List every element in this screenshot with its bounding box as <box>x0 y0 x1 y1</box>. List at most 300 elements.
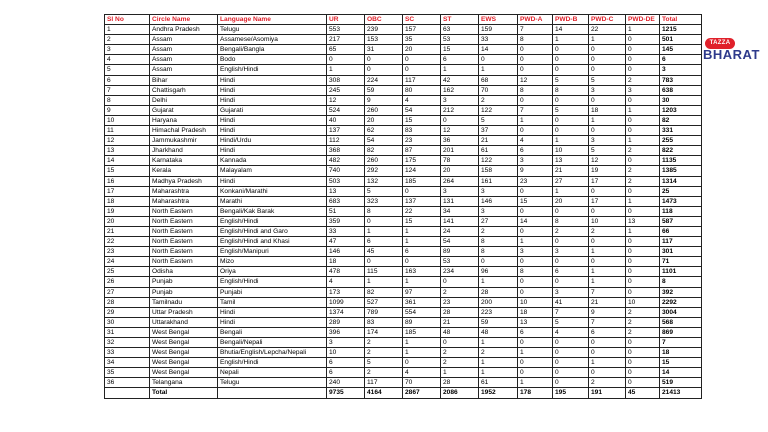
table-cell: 36 <box>441 136 479 146</box>
table-cell: 0 <box>626 55 660 65</box>
table-row <box>105 65 702 75</box>
table-cell: 59 <box>365 85 403 95</box>
table-cell: 14 <box>660 368 702 378</box>
table-cell: Oriya <box>218 267 327 277</box>
table-cell: 5 <box>553 75 589 85</box>
table-cell: 12 <box>518 75 553 85</box>
table-cell: Madhya Pradesh <box>150 176 218 186</box>
table-cell: 96 <box>479 267 518 277</box>
table-cell: 217 <box>327 35 365 45</box>
table-cell: 23 <box>518 176 553 186</box>
table-cell: 2 <box>626 327 660 337</box>
table-row <box>105 166 702 176</box>
table-cell: 1473 <box>660 196 702 206</box>
table-cell: 26 <box>105 277 150 287</box>
table-cell: 0 <box>553 378 589 388</box>
table-cell: 1 <box>518 237 553 247</box>
table-cell: 7 <box>105 85 150 95</box>
table-cell: 24 <box>441 226 479 236</box>
table-cell: 15 <box>441 45 479 55</box>
table-cell: 527 <box>365 297 403 307</box>
table-cell: Odisha <box>150 267 218 277</box>
table-cell: 0 <box>626 257 660 267</box>
table-cell: 8 <box>479 247 518 257</box>
table-cell: 0 <box>518 95 553 105</box>
table-cell: English/Hindi and Khasi <box>218 237 327 247</box>
table-cell: Tamil <box>218 297 327 307</box>
table-cell: 0 <box>589 348 626 358</box>
table-cell: 1 <box>553 136 589 146</box>
table-row <box>105 85 702 95</box>
column-header: PWD-A <box>518 15 553 25</box>
table-cell: 30 <box>660 95 702 105</box>
table-cell: 161 <box>479 176 518 186</box>
table-cell: Nepali <box>218 368 327 378</box>
table-cell: 323 <box>365 196 403 206</box>
table-cell: 45 <box>365 247 403 257</box>
table-cell: 0 <box>553 358 589 368</box>
table-cell: 61 <box>479 378 518 388</box>
table-cell: 0 <box>553 45 589 55</box>
table-cell: 8 <box>105 95 150 105</box>
table-row <box>105 206 702 216</box>
table-cell: 8 <box>518 35 553 45</box>
column-header: PWD-C <box>589 15 626 25</box>
table-cell: Assam <box>150 55 218 65</box>
table-cell: 153 <box>365 35 403 45</box>
table-cell: 0 <box>626 35 660 45</box>
table-cell: 71 <box>660 257 702 267</box>
table-cell: 0 <box>553 126 589 136</box>
table-cell: 117 <box>660 237 702 247</box>
table-cell: 25 <box>105 267 150 277</box>
table-cell: 2 <box>105 35 150 45</box>
table-cell: 0 <box>626 115 660 125</box>
table-cell: 13 <box>518 317 553 327</box>
table-cell: 0 <box>403 55 441 65</box>
table-cell: Bihar <box>150 75 218 85</box>
table-cell: West Bengal <box>150 368 218 378</box>
table-cell: 115 <box>365 267 403 277</box>
table-cell: 0 <box>553 277 589 287</box>
table-cell: 7 <box>589 287 626 297</box>
table-cell: 6 <box>660 55 702 65</box>
table-cell: Andhra Pradesh <box>150 25 218 35</box>
table-cell: West Bengal <box>150 338 218 348</box>
table-cell: Assam <box>150 65 218 75</box>
table-cell: Hindi <box>218 146 327 156</box>
table-cell: 47 <box>327 237 365 247</box>
table-cell: Bengali <box>218 327 327 337</box>
table-cell: 54 <box>441 237 479 247</box>
table-cell: 33 <box>327 226 365 236</box>
table-cell: 89 <box>403 317 441 327</box>
table-cell: 18 <box>105 196 150 206</box>
table-row <box>105 55 702 65</box>
table-cell: 0 <box>589 338 626 348</box>
table-cell: West Bengal <box>150 358 218 368</box>
table-cell: Hindi <box>218 317 327 327</box>
table-cell: 7 <box>518 105 553 115</box>
table-cell: 568 <box>660 317 702 327</box>
table-cell: 158 <box>479 166 518 176</box>
table-row <box>105 176 702 186</box>
table-cell: 2292 <box>660 297 702 307</box>
table-cell: 6 <box>327 368 365 378</box>
table-cell: 0 <box>553 65 589 75</box>
table-cell: 25 <box>660 186 702 196</box>
table-cell: 132 <box>365 176 403 186</box>
table-cell: 8 <box>479 237 518 247</box>
total-cell: 178 <box>518 388 553 398</box>
table-cell: North Eastern <box>150 226 218 236</box>
table-cell: Punjab <box>150 277 218 287</box>
table-cell: 53 <box>441 35 479 45</box>
table-cell: 3 <box>441 186 479 196</box>
table-cell: 83 <box>365 317 403 327</box>
table-cell: Hindi <box>218 176 327 186</box>
table-cell: 1 <box>479 358 518 368</box>
table-cell: 137 <box>403 196 441 206</box>
table-cell: 8 <box>660 277 702 287</box>
table-cell: Bengali/Nepali <box>218 338 327 348</box>
table-cell: English/Hindi <box>218 216 327 226</box>
table-cell: 163 <box>403 267 441 277</box>
table-cell: 10 <box>518 297 553 307</box>
table-cell: 1 <box>403 277 441 287</box>
table-cell: 0 <box>518 55 553 65</box>
table-cell: 1 <box>518 378 553 388</box>
table-cell: 28 <box>105 297 150 307</box>
table-cell: 33 <box>105 348 150 358</box>
table-cell: 1 <box>365 277 403 287</box>
table-cell: 3004 <box>660 307 702 317</box>
table-cell: 200 <box>479 297 518 307</box>
table-cell: 740 <box>327 166 365 176</box>
table-cell: 1135 <box>660 156 702 166</box>
table-cell: 15 <box>403 115 441 125</box>
table-cell: 35 <box>403 35 441 45</box>
table-cell: 1 <box>626 105 660 115</box>
table-cell: Haryana <box>150 115 218 125</box>
table-cell: 22 <box>403 206 441 216</box>
table-cell: 0 <box>553 115 589 125</box>
table-cell: 0 <box>518 186 553 196</box>
table-cell: 2 <box>626 307 660 317</box>
table-cell: 1215 <box>660 25 702 35</box>
table-cell: 82 <box>660 115 702 125</box>
table-cell: Hindi/Urdu <box>218 136 327 146</box>
table-cell: 23 <box>403 136 441 146</box>
table-cell: 112 <box>327 136 365 146</box>
table-cell: 17 <box>105 186 150 196</box>
table-cell: 6 <box>518 146 553 156</box>
table-cell: 0 <box>626 95 660 105</box>
table-cell: 14 <box>479 45 518 55</box>
table-cell: Kannada <box>218 156 327 166</box>
table-cell: 2 <box>589 378 626 388</box>
table-row <box>105 358 702 368</box>
table-cell: 264 <box>441 176 479 186</box>
table-cell: 63 <box>441 25 479 35</box>
table-cell: 18 <box>518 307 553 317</box>
table-cell: 15 <box>518 196 553 206</box>
recruitment-table-container <box>104 14 702 399</box>
table-row <box>105 95 702 105</box>
table-cell: 0 <box>589 65 626 75</box>
table-cell: 22 <box>105 237 150 247</box>
table-cell: 34 <box>105 358 150 368</box>
table-cell: Karnataka <box>150 156 218 166</box>
table-cell: 10 <box>327 348 365 358</box>
table-cell: English/Hindi <box>218 65 327 75</box>
table-cell: 0 <box>626 287 660 297</box>
table-cell: 18 <box>589 105 626 115</box>
table-cell: 2 <box>365 368 403 378</box>
table-cell: 1 <box>365 226 403 236</box>
table-cell: 146 <box>479 196 518 206</box>
table-cell: 122 <box>479 105 518 115</box>
table-cell: 2 <box>441 348 479 358</box>
table-cell: English/Manipuri <box>218 247 327 257</box>
table-cell: 117 <box>365 378 403 388</box>
table-cell: Uttarakhand <box>150 317 218 327</box>
table-cell: Hindi <box>218 115 327 125</box>
table-cell: 162 <box>441 85 479 95</box>
table-cell: 70 <box>403 378 441 388</box>
table-cell: 65 <box>327 45 365 55</box>
table-row <box>105 226 702 236</box>
table-row <box>105 247 702 257</box>
table-cell: 0 <box>626 267 660 277</box>
table-cell: 32 <box>105 338 150 348</box>
table-cell: 478 <box>327 267 365 277</box>
table-cell: 20 <box>105 216 150 226</box>
table-cell: Delhi <box>150 95 218 105</box>
table-cell: 28 <box>441 307 479 317</box>
total-cell: 9735 <box>327 388 365 398</box>
table-cell: 23 <box>105 247 150 257</box>
table-cell: 141 <box>441 216 479 226</box>
table-cell: 2 <box>553 226 589 236</box>
table-row <box>105 368 702 378</box>
table-cell: 0 <box>626 277 660 287</box>
table-cell: Konkani/Marathi <box>218 186 327 196</box>
table-cell: 359 <box>327 216 365 226</box>
table-cell: 27 <box>105 287 150 297</box>
table-cell: 5 <box>365 186 403 196</box>
table-row <box>105 317 702 327</box>
table-cell: 185 <box>403 327 441 337</box>
table-cell: 524 <box>327 105 365 115</box>
table-cell: 59 <box>479 317 518 327</box>
table-cell: 4 <box>403 95 441 105</box>
table-cell: 501 <box>660 35 702 45</box>
table-cell: 1 <box>441 368 479 378</box>
table-row <box>105 287 702 297</box>
table-cell: Bengali/Kak Barak <box>218 206 327 216</box>
table-cell: 1 <box>626 196 660 206</box>
logo-badge: TAZZA <box>705 38 735 49</box>
table-cell: 212 <box>441 105 479 115</box>
table-cell: West Bengal <box>150 348 218 358</box>
total-cell: 195 <box>553 388 589 398</box>
table-cell: 20 <box>553 196 589 206</box>
table-cell: 503 <box>327 176 365 186</box>
table-cell: 89 <box>441 247 479 257</box>
table-cell: 1 <box>589 35 626 45</box>
table-cell: 9 <box>365 95 403 105</box>
table-cell: Assam <box>150 35 218 45</box>
table-cell: 8 <box>553 85 589 95</box>
table-cell: 21 <box>105 226 150 236</box>
table-cell: 0 <box>626 206 660 216</box>
table-cell: 28 <box>441 378 479 388</box>
table-cell: 301 <box>660 247 702 257</box>
table-cell: 80 <box>403 85 441 95</box>
table-cell: Bhutia/English/Lepcha/Nepali <box>218 348 327 358</box>
table-cell: 54 <box>403 105 441 115</box>
table-cell: 0 <box>518 65 553 75</box>
table-cell: 0 <box>553 55 589 65</box>
table-cell: 21 <box>441 317 479 327</box>
table-cell: 3 <box>553 247 589 257</box>
table-cell: 17 <box>589 196 626 206</box>
table-cell: 31 <box>365 45 403 55</box>
table-cell: 1 <box>441 65 479 75</box>
table-cell: 2 <box>589 226 626 236</box>
table-cell: 11 <box>105 126 150 136</box>
table-cell: English/Hindi and Garo <box>218 226 327 236</box>
table-cell: 31 <box>105 327 150 337</box>
table-row <box>105 237 702 247</box>
table-cell: 21 <box>589 297 626 307</box>
table-cell: Telugu <box>218 378 327 388</box>
table-cell: 1 <box>479 338 518 348</box>
table-row <box>105 105 702 115</box>
table-cell: 5 <box>479 115 518 125</box>
table-cell: 6 <box>518 327 553 337</box>
table-cell: 0 <box>589 45 626 55</box>
table-cell: 29 <box>105 307 150 317</box>
table-cell: 245 <box>327 85 365 95</box>
table-cell: 361 <box>403 297 441 307</box>
table-cell: 0 <box>553 237 589 247</box>
table-cell: 2 <box>626 176 660 186</box>
table-cell: 5 <box>589 75 626 85</box>
table-cell: 392 <box>660 287 702 297</box>
table-cell: Punjab <box>150 287 218 297</box>
table-cell: 53 <box>441 257 479 267</box>
table-cell: 368 <box>327 146 365 156</box>
table-cell: 234 <box>441 267 479 277</box>
table-cell: 6 <box>441 55 479 65</box>
table-cell: 3 <box>518 156 553 166</box>
table-cell: 255 <box>660 136 702 146</box>
tazza-bharat-logo <box>697 38 767 64</box>
table-cell: 5 <box>553 105 589 115</box>
table-cell: North Eastern <box>150 216 218 226</box>
table-cell: 3 <box>518 247 553 257</box>
total-cell: 2086 <box>441 388 479 398</box>
table-cell: 41 <box>553 297 589 307</box>
total-cell: 21413 <box>660 388 702 398</box>
table-cell: Malayalam <box>218 166 327 176</box>
table-cell: 0 <box>518 287 553 297</box>
table-cell: 683 <box>327 196 365 206</box>
table-cell: 2 <box>626 75 660 85</box>
table-cell: 4 <box>518 136 553 146</box>
table-cell: 8 <box>553 216 589 226</box>
table-cell: 1 <box>403 348 441 358</box>
table-cell: 0 <box>626 378 660 388</box>
table-cell: Himachal Pradesh <box>150 126 218 136</box>
table-cell: 0 <box>479 257 518 267</box>
table-cell: 83 <box>403 126 441 136</box>
table-cell: 260 <box>365 156 403 166</box>
column-header: Total <box>660 15 702 25</box>
table-cell: Bengali/Bangla <box>218 45 327 55</box>
table-cell: 5 <box>365 358 403 368</box>
table-cell: 3 <box>479 186 518 196</box>
table-cell: Hindi <box>218 95 327 105</box>
table-cell: 554 <box>403 307 441 317</box>
table-cell: 0 <box>589 186 626 196</box>
table-row <box>105 297 702 307</box>
table-cell: 13 <box>105 146 150 156</box>
table-cell: 2 <box>479 95 518 105</box>
table-cell: 13 <box>626 216 660 226</box>
table-cell: 4 <box>403 368 441 378</box>
table-cell: 1 <box>105 25 150 35</box>
table-cell: 97 <box>403 287 441 297</box>
table-cell: 396 <box>327 327 365 337</box>
table-cell: 1 <box>589 267 626 277</box>
table-cell: Jammukashmir <box>150 136 218 146</box>
table-cell: 0 <box>626 368 660 378</box>
table-cell: 5 <box>553 317 589 327</box>
table-cell: 78 <box>441 156 479 166</box>
table-cell: 0 <box>441 277 479 287</box>
table-cell: 869 <box>660 327 702 337</box>
table-cell: 553 <box>327 25 365 35</box>
total-cell <box>218 388 327 398</box>
table-cell: 0 <box>553 257 589 267</box>
table-cell: 15 <box>660 358 702 368</box>
table-cell: 260 <box>365 105 403 115</box>
table-cell: 2 <box>365 348 403 358</box>
table-cell: 51 <box>327 206 365 216</box>
table-cell: 15 <box>403 216 441 226</box>
table-cell: 20 <box>403 45 441 55</box>
table-cell: 1 <box>589 358 626 368</box>
table-cell: 0 <box>365 65 403 75</box>
table-cell: 10 <box>626 297 660 307</box>
table-cell: 6 <box>403 247 441 257</box>
table-cell: Gujarati <box>218 105 327 115</box>
table-cell: Marathi <box>218 196 327 206</box>
table-cell: 3 <box>105 45 150 55</box>
table-cell: 1314 <box>660 176 702 186</box>
table-cell: Uttar Pradesh <box>150 307 218 317</box>
table-cell: 201 <box>441 146 479 156</box>
table-cell: 0 <box>518 206 553 216</box>
table-cell: 23 <box>441 297 479 307</box>
table-cell: 2 <box>626 146 660 156</box>
table-cell: Bodo <box>218 55 327 65</box>
table-cell: 2 <box>626 166 660 176</box>
table-cell: 145 <box>660 45 702 55</box>
